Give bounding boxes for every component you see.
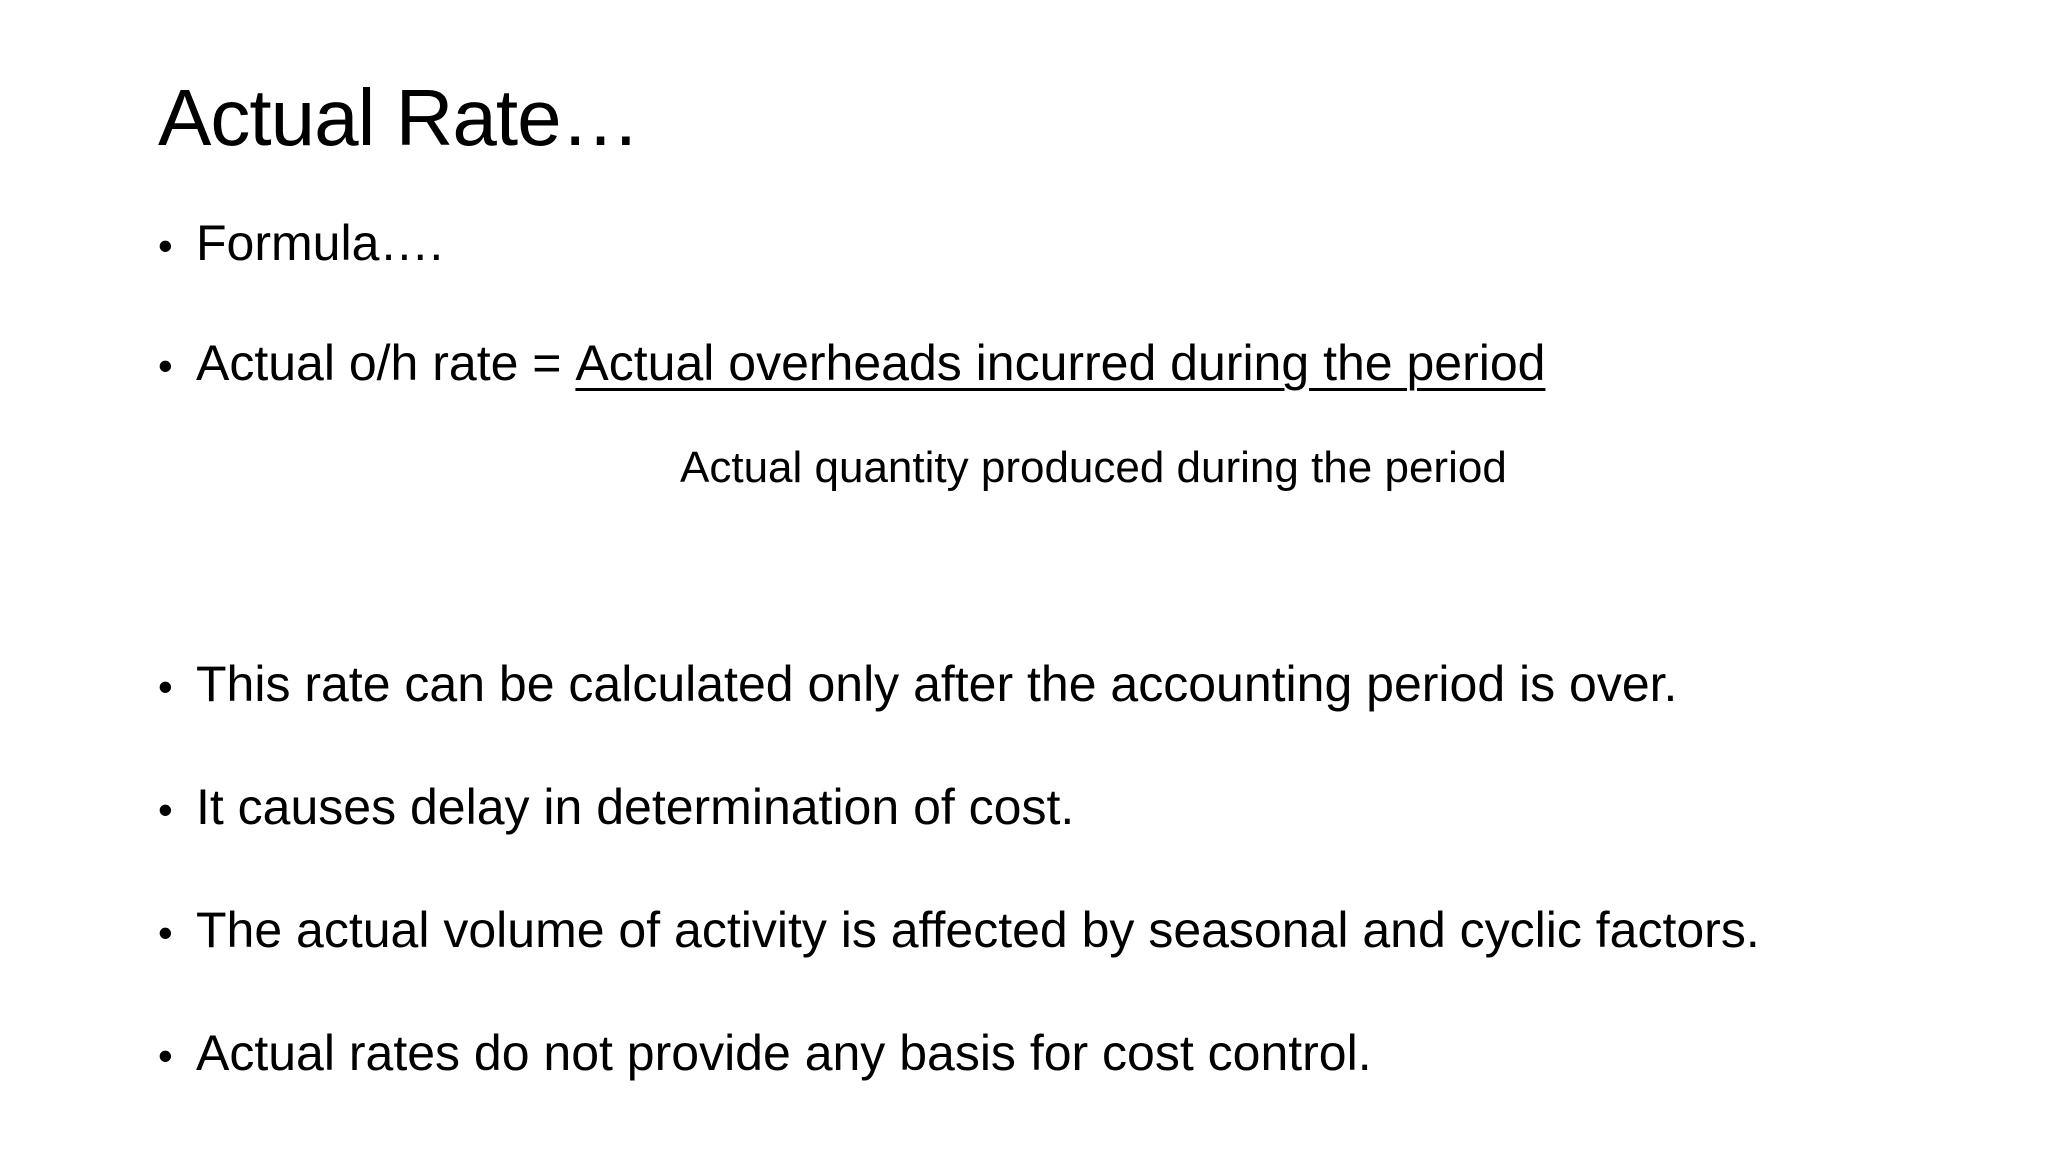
formula-numerator: Actual overheads incurred during the period — [575, 335, 1546, 391]
bullet-dot: • — [158, 342, 173, 389]
bullet-text: Formula…. — [196, 215, 444, 271]
slide-title: Actual Rate… — [158, 73, 640, 162]
bullet-delay-in-cost — [158, 779, 1075, 835]
bullet-text: This rate can be calculated only after the accounting period is over. — [196, 656, 1678, 712]
bullet-cost-control — [158, 1025, 1372, 1081]
formula-denominator: Actual quantity produced during the period — [680, 443, 1507, 492]
bullet-text: The actual volume of activity is affected by seasonal and cyclic factors. — [196, 902, 1760, 958]
bullet-dot: • — [158, 786, 173, 833]
bullet-text: Actual rates do not provide any basis for cost control. — [196, 1025, 1372, 1081]
formula-prefix: Actual o/h rate = — [196, 335, 576, 391]
bullet-formula — [158, 215, 444, 271]
bullet-calculated-after-period — [158, 656, 1678, 712]
bullet-text: It causes delay in determination of cost. — [196, 779, 1075, 835]
bullet-dot: • — [158, 1032, 173, 1079]
bullet-dot: • — [158, 909, 173, 956]
bullet-seasonal-factors — [158, 902, 1760, 958]
bullet-dot: • — [158, 663, 173, 710]
bullet-formula-expression — [158, 335, 1546, 391]
bullet-dot: • — [158, 222, 173, 269]
